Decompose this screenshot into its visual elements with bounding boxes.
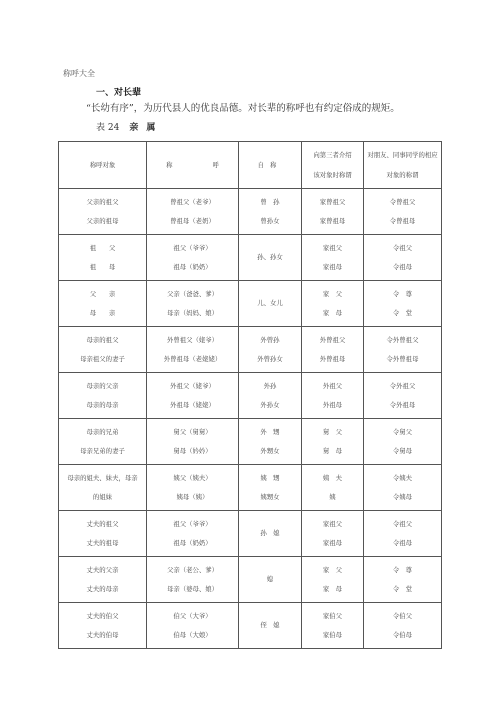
- header-self-label: 自称: [257, 161, 283, 169]
- cell-call-line: 祖母（奶奶）: [173, 538, 212, 547]
- cell-friends-line: 令 尊: [392, 565, 413, 574]
- cell-object: [59, 189, 147, 235]
- cell-friends: [364, 603, 442, 649]
- cell-call-line: 曾祖父（老爷）: [170, 197, 215, 206]
- cell-self: [239, 373, 302, 419]
- cell-friends: [364, 327, 442, 373]
- cell-self-line: 媳: [266, 575, 274, 583]
- cell-call-line: 外祖母（姥姥）: [170, 400, 215, 409]
- cell-third: [302, 281, 364, 327]
- cell-object-line: 丈夫的祖父: [86, 519, 119, 528]
- table-row: [59, 189, 442, 235]
- cell-object-line: 母亲的姐夫、妹夫，母亲: [67, 473, 138, 482]
- cell-friends-line: 令 堂: [392, 308, 413, 317]
- cell-call-line: 父亲（爸爸、爹）: [166, 289, 219, 298]
- cell-third-line: 姨 夫: [322, 473, 343, 482]
- cell-third-line: 家伯母: [322, 630, 343, 639]
- header-object: [59, 142, 147, 189]
- cell-object-line: 母亲祖父的妻子: [80, 354, 125, 363]
- cell-call-line: 外曾祖父（姥爷）: [166, 335, 219, 344]
- cell-self-line: 外曾孙女: [257, 354, 283, 363]
- table-caption: [96, 120, 163, 133]
- cell-call-line: 舅父（舅舅）: [173, 427, 212, 436]
- cell-object: [59, 557, 147, 603]
- cell-third-line: 舅 父: [322, 427, 343, 436]
- cell-friends-line: 令外曾祖母: [386, 354, 419, 363]
- cell-third-line: 家祖父: [322, 243, 343, 252]
- cell-friends-line: 令姨母: [392, 492, 413, 501]
- cell-object-line: 丈夫的伯父: [86, 611, 119, 620]
- cell-call: [147, 419, 239, 465]
- cell-third: [302, 511, 364, 557]
- cell-object-line: 丈夫的伯母: [86, 630, 119, 639]
- cell-object: [59, 603, 147, 649]
- header-call: [147, 142, 239, 189]
- cell-call-line: 母亲（婆母、娘）: [166, 584, 219, 593]
- cell-third-line: 姨: [329, 492, 336, 501]
- cell-object-line: 丈夫的祖母: [86, 538, 119, 547]
- cell-object: [59, 327, 147, 373]
- cell-third-line: 家曾祖父: [319, 197, 346, 206]
- cell-friends-line: 令伯母: [392, 630, 413, 639]
- cell-friends-line: 令祖父: [392, 243, 413, 252]
- cell-friends: [364, 557, 442, 603]
- cell-call: [147, 281, 239, 327]
- cell-self-line: 曾孙女: [260, 216, 280, 225]
- cell-call-line: 祖父（爷爷）: [173, 519, 212, 528]
- cell-third-line: 家祖母: [322, 262, 343, 271]
- cell-friends-line: 令曾祖父: [389, 197, 416, 206]
- cell-friends: [364, 373, 442, 419]
- cell-call-line: 外曾祖母（老姥姥）: [163, 354, 222, 363]
- section-heading: 一、对长辈: [96, 88, 142, 98]
- cell-third-line: 舅 母: [322, 446, 343, 455]
- cell-friends-line: 令伯父: [392, 611, 413, 620]
- cell-friends-line: 令祖母: [392, 262, 413, 271]
- cell-third-line: 家曾祖母: [319, 216, 346, 225]
- cell-object-line: 母 亲: [89, 308, 116, 317]
- cell-object-line: 母亲的祖父: [86, 335, 119, 344]
- cell-object: [59, 465, 147, 511]
- cell-call-line: 舅母（妗妗）: [173, 446, 212, 455]
- header-third-line-1: 向第三者介绍: [313, 151, 352, 159]
- cell-object-line: 祖 父: [89, 243, 116, 252]
- table-row: [59, 327, 442, 373]
- cell-self-line: 姨 甥: [260, 473, 280, 482]
- cell-third: [302, 465, 364, 511]
- cell-object-line: 母亲兄弟的妻子: [80, 446, 125, 455]
- cell-object: [59, 235, 147, 281]
- table-number: 表 24: [96, 123, 120, 133]
- cell-self-line: 外 甥: [260, 427, 280, 436]
- cell-third: [302, 373, 364, 419]
- cell-object: [59, 419, 147, 465]
- cell-self-line: 外曾孙: [260, 335, 280, 344]
- cell-self: [239, 281, 302, 327]
- cell-self: [239, 419, 302, 465]
- cell-third-line: 外曾祖父: [319, 335, 346, 344]
- cell-friends-line: 令外祖父: [389, 381, 416, 390]
- cell-third-line: 家祖母: [322, 538, 343, 547]
- cell-third-line: 家祖父: [322, 519, 343, 528]
- cell-object-line: 丈夫的父亲: [86, 565, 119, 574]
- kinship-table: [58, 141, 442, 649]
- cell-call-line: 祖母（奶奶）: [173, 262, 212, 271]
- cell-third-line: 家 父: [322, 289, 343, 298]
- header-third: [302, 142, 364, 189]
- cell-object-line: 母亲的兄弟: [86, 427, 119, 436]
- cell-object-line: 父亲的祖母: [86, 216, 119, 225]
- cell-object-line: 母亲的父亲: [86, 381, 119, 390]
- header-friends-line-1: 对朋友、同事同学的相应: [367, 151, 438, 159]
- cell-self-line: 儿、女儿: [257, 299, 283, 307]
- cell-object-line: 丈夫的母亲: [86, 584, 119, 593]
- cell-third-line: 家 母: [322, 584, 343, 593]
- cell-call: [147, 327, 239, 373]
- cell-third: [302, 603, 364, 649]
- cell-third: [302, 235, 364, 281]
- cell-third: [302, 419, 364, 465]
- header-self: [239, 142, 302, 189]
- table-row: [59, 281, 442, 327]
- cell-friends-line: 令祖母: [392, 538, 413, 547]
- cell-call-line: 祖父（爷爷）: [173, 243, 212, 252]
- cell-third-line: 外祖父: [322, 381, 343, 390]
- cell-self: [239, 511, 302, 557]
- cell-object-line: 母亲的母亲: [86, 400, 119, 409]
- cell-call: [147, 373, 239, 419]
- cell-call-line: 姨父（姨夫）: [173, 473, 212, 482]
- cell-call-line: 伯父（大爷）: [173, 611, 212, 620]
- table-name: 亲属: [129, 123, 164, 133]
- cell-third-line: 外曾祖母: [319, 354, 346, 363]
- cell-friends-line: 令 堂: [392, 584, 413, 593]
- cell-self: [239, 235, 302, 281]
- cell-third: [302, 557, 364, 603]
- header-friends: [364, 142, 442, 189]
- table-row: [59, 373, 442, 419]
- table-row: [59, 235, 442, 281]
- cell-self-line: 曾 孙: [260, 197, 280, 206]
- cell-object: [59, 511, 147, 557]
- cell-self: [239, 603, 302, 649]
- cell-object: [59, 281, 147, 327]
- header-call-label: [147, 155, 238, 175]
- cell-self: [239, 557, 302, 603]
- cell-friends: [364, 465, 442, 511]
- table-row: [59, 511, 442, 557]
- cell-friends-line: 令祖父: [392, 519, 413, 528]
- document-title: 称呼大全: [63, 69, 95, 78]
- cell-third-line: 家 母: [322, 308, 343, 317]
- cell-self-line: 外孙: [263, 381, 277, 390]
- cell-call: [147, 511, 239, 557]
- cell-friends: [364, 419, 442, 465]
- cell-self-line: 侄 媳: [260, 621, 280, 629]
- cell-friends-line: 令曾祖母: [389, 216, 416, 225]
- cell-object-line: 父 亲: [89, 289, 116, 298]
- cell-friends-line: 令外曾祖父: [386, 335, 419, 344]
- table-row: [59, 603, 442, 649]
- cell-self-line: 孙 媳: [260, 529, 280, 537]
- table-header-row: [59, 142, 442, 189]
- header-object-label: 称呼对象: [89, 161, 116, 169]
- header-third-line-2: 该对象时称谓: [313, 171, 352, 179]
- cell-self-line: 孙、孙女: [257, 253, 283, 261]
- header-friends-line-2: 对象的称谓: [386, 171, 419, 179]
- cell-friends-line: 令舅父: [392, 427, 413, 436]
- cell-third-line: 家 父: [322, 565, 343, 574]
- cell-call-line: 曾祖母（老奶）: [170, 216, 215, 225]
- cell-friends-line: 令 尊: [392, 289, 413, 298]
- cell-call: [147, 235, 239, 281]
- cell-friends-line: 令外祖母: [389, 400, 416, 409]
- table-row: [59, 419, 442, 465]
- cell-call: [147, 557, 239, 603]
- cell-object-line: 父亲的祖父: [86, 197, 119, 206]
- cell-call-line: 伯母（大娘）: [173, 630, 212, 639]
- intro-paragraph: “长幼有序”，为历代县人的优良品德。对长辈的称呼也有约定俗成的规矩。: [86, 103, 400, 114]
- cell-self: [239, 189, 302, 235]
- cell-call-line: 父亲（老公、爹）: [166, 565, 219, 574]
- cell-self: [239, 465, 302, 511]
- table-row: [59, 465, 442, 511]
- cell-friends: [364, 511, 442, 557]
- cell-friends: [364, 235, 442, 281]
- cell-self: [239, 327, 302, 373]
- cell-self-line: 外甥女: [260, 446, 280, 455]
- cell-call: [147, 603, 239, 649]
- cell-call-line: 母亲（妈妈、娘）: [166, 308, 219, 317]
- kinship-table-body: [59, 142, 442, 649]
- cell-call-line: 外祖父（姥爷）: [170, 381, 215, 390]
- cell-self-line: 外孙女: [260, 400, 280, 409]
- cell-self-line: 姨甥女: [260, 492, 280, 501]
- table-row: [59, 557, 442, 603]
- cell-third-line: 外祖母: [322, 400, 343, 409]
- cell-friends: [364, 281, 442, 327]
- cell-third-line: 家伯父: [322, 611, 343, 620]
- cell-call-line: 姨母（姨）: [176, 492, 209, 501]
- cell-third: [302, 327, 364, 373]
- cell-call: [147, 465, 239, 511]
- cell-third: [302, 189, 364, 235]
- cell-friends-line: 令姨夫: [392, 473, 413, 482]
- header-call-part-2: 呼: [212, 161, 219, 169]
- cell-friends-line: 令舅母: [392, 446, 413, 455]
- cell-object-line: 的姐妹: [92, 492, 113, 501]
- cell-call: [147, 189, 239, 235]
- cell-object-line: 祖 母: [89, 262, 116, 271]
- cell-friends: [364, 189, 442, 235]
- header-call-part-1: 称: [166, 161, 173, 169]
- cell-object: [59, 373, 147, 419]
